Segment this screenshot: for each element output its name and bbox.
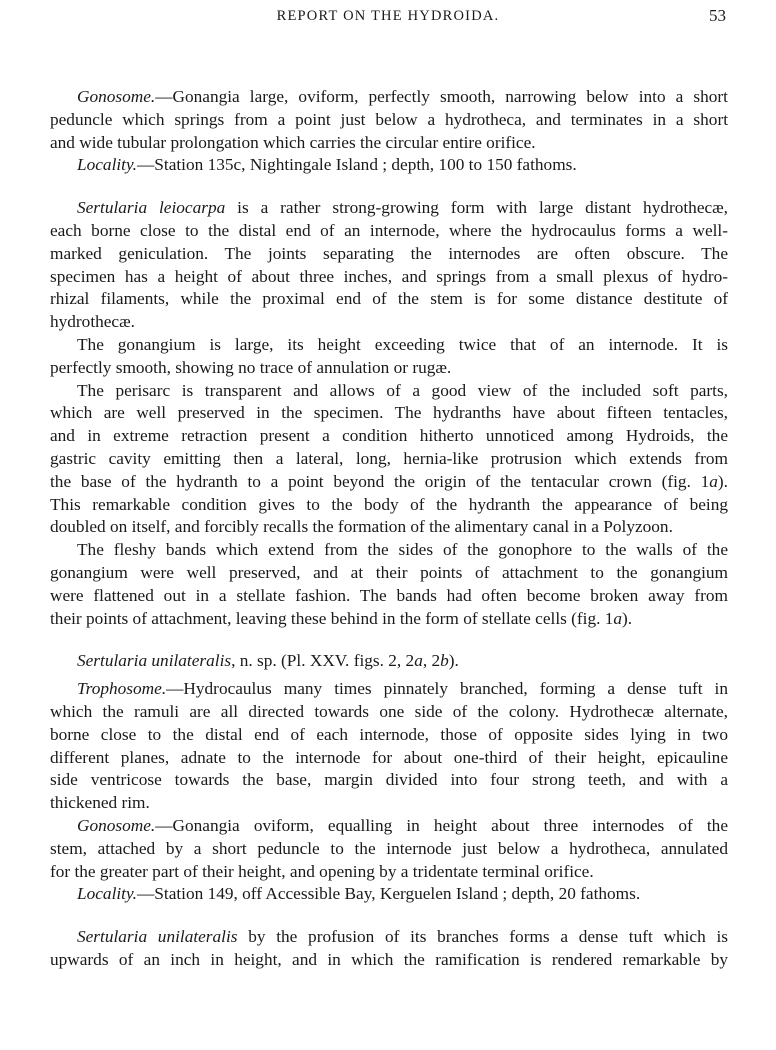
text-line: [50, 539, 728, 562]
text-line: [50, 357, 728, 380]
paragraph: [50, 154, 728, 177]
text-line: [50, 883, 728, 906]
text-span: and in extreme retraction present a condition hitherto unnoticed among Hydroids, the: [50, 426, 728, 446]
text-span: ).: [622, 608, 633, 628]
text-span: stem, attached by a short peduncle to the internode just below a hydrotheca, annulated: [50, 838, 728, 858]
text-line: [50, 861, 728, 884]
text-span: by the profusion of its branches forms a dense tuft which is: [237, 927, 728, 947]
italic-text: a: [709, 471, 718, 491]
text-line: [50, 724, 728, 747]
text-line: [50, 220, 728, 243]
italic-text: Sertularia unilateralis: [77, 927, 238, 947]
italic-text: b: [440, 651, 449, 671]
text-line: [50, 471, 728, 494]
text-span: specimen has a height of about three inches, and springs from a small plexus of hydro-: [50, 266, 728, 286]
text-span: their points of attachment, leaving these behind in the form of stellate cells (fig. 1: [50, 608, 614, 628]
text-span: hydrothecæ.: [50, 312, 135, 332]
text-span: and wide tubular prolongation which carries the circular entire orifice.: [50, 132, 536, 152]
text-span: , n. sp. (Pl. XXV. figs. 2, 2: [231, 651, 415, 671]
text-span: —Gonangia oviform, equalling in height about three internodes of the: [155, 815, 728, 835]
text-span: marked geniculation. The joints separating the internodes are often obscure. The: [50, 243, 728, 263]
text-line: [50, 243, 728, 266]
text-span: which are well preserved in the specimen. The hydranths have about fifteen tentacles,: [50, 403, 728, 423]
text-span: , 2: [422, 651, 441, 671]
text-line: [50, 380, 728, 403]
text-line: [50, 425, 728, 448]
text-line: [50, 678, 728, 701]
text-span: perfectly smooth, showing no trace of annulation or rugæ.: [50, 357, 452, 377]
text-line: [50, 311, 728, 334]
text-line: [50, 197, 728, 220]
text-line: [50, 949, 728, 972]
text-span: thickened rim.: [50, 793, 150, 813]
paragraph: [50, 926, 728, 972]
text-line: [50, 926, 728, 949]
text-line: [50, 769, 728, 792]
text-line: [50, 154, 728, 177]
text-line: [50, 288, 728, 311]
running-title: REPORT ON THE HYDROIDA.: [276, 8, 500, 24]
text-span: gastric cavity emitting then a lateral, long, hernia-like protrusion which extends from: [50, 448, 728, 468]
text-span: doubled on itself, and forcibly recalls the formation of the alimentary canal in a Polyzoon.: [50, 517, 673, 537]
paragraph: [50, 650, 728, 673]
text-span: the base of the hydranth to a point beyond the origin of the tentacular crown (fig. 1: [50, 471, 710, 491]
text-line: [50, 650, 728, 673]
italic-text: Sertularia unilateralis: [77, 651, 232, 671]
text-span: each borne close to the distal end of an internode, where the hydrocaulus forms a well-: [50, 220, 728, 240]
text-span: peduncle which springs from a point just below a hydrotheca, and terminates in a short: [50, 109, 728, 129]
text-line: [50, 815, 728, 838]
text-span: —Hydrocaulus many times pinnately branched, forming a dense tuft in: [166, 679, 728, 699]
text-span: side ventricose towards the base, margin divided into four strong teeth, and with a: [50, 770, 728, 790]
italic-text: Sertularia leiocarpa: [77, 198, 226, 218]
text-span: ).: [717, 471, 728, 491]
text-span: borne close to the distal end of each internode, those of opposite sides lying in two: [50, 724, 728, 744]
text-line: [50, 448, 728, 471]
text-span: different planes, adnate to the internode for about one-third of their height, epicauline: [50, 747, 728, 767]
italic-text: Locality.: [77, 155, 138, 175]
text-span: were flattened out in a stellate fashion. The bands had often become broken away from: [50, 585, 728, 605]
italic-text: a: [613, 608, 623, 628]
text-span: The perisarc is transparent and allows of a good view of the included soft parts,: [77, 380, 728, 400]
paragraph: [50, 334, 728, 380]
text-line: [50, 585, 728, 608]
text-line: [50, 109, 728, 132]
text-line: [50, 701, 728, 724]
text-span: which the ramuli are all directed towards one side of the colony. Hydrothecæ alternate,: [50, 701, 728, 721]
text-line: [50, 266, 728, 289]
text-line: [50, 747, 728, 770]
text-span: This remarkable condition gives to the body of the hydranth the appearance of being: [50, 494, 728, 514]
text-span: —Gonangia large, oviform, perfectly smooth, narrowing below into a short: [155, 87, 728, 106]
text-span: rhizal filaments, while the proximal end of the stem is for some distance destitute of: [50, 289, 728, 309]
paragraph: [50, 678, 728, 815]
text-line: [50, 608, 728, 631]
text-span: ).: [448, 651, 459, 671]
text-span: gonangium were well preserved, and at their points of attachment to the gonangium: [50, 562, 728, 582]
italic-text: a: [414, 651, 423, 671]
text-line: [50, 402, 728, 425]
page-number: 53: [709, 6, 726, 25]
text-span: —Station 135c, Nightingale Island ; depth, 100 to 150 fathoms.: [137, 155, 577, 175]
text-span: —Station 149, off Accessible Bay, Kerguelen Island ; depth, 20 fathoms.: [137, 884, 641, 904]
text-span: The fleshy bands which extend from the sides of the gonophore to the walls of the: [77, 540, 728, 560]
italic-text: Trophosome.: [77, 679, 167, 699]
text-span: is a rather strong-growing form with large distant hydrothecæ,: [225, 198, 729, 218]
paragraph: [50, 815, 728, 883]
page-body: [50, 86, 728, 972]
text-span: for the greater part of their height, and opening by a tridentate terminal orifice.: [50, 861, 594, 881]
italic-text: Locality.: [77, 884, 138, 904]
text-line: [50, 516, 728, 539]
text-line: [50, 792, 728, 815]
text-line: [50, 562, 728, 585]
text-line: [50, 838, 728, 861]
text-line: [50, 86, 728, 109]
paragraph: [50, 86, 728, 154]
paragraph: [50, 539, 728, 630]
paragraph: [50, 197, 728, 334]
text-line: [50, 334, 728, 357]
italic-text: Gonosome.: [77, 815, 156, 835]
paragraph: [50, 883, 728, 906]
text-line: [50, 132, 728, 155]
italic-text: Gonosome.: [77, 87, 156, 106]
paragraph: [50, 380, 728, 540]
text-span: upwards of an inch in height, and in which the ramification is rendered remarkable by: [50, 949, 728, 969]
text-line: [50, 494, 728, 517]
text-span: The gonangium is large, its height exceeding twice that of an internode. It is: [77, 334, 728, 354]
page-header: [0, 8, 776, 32]
